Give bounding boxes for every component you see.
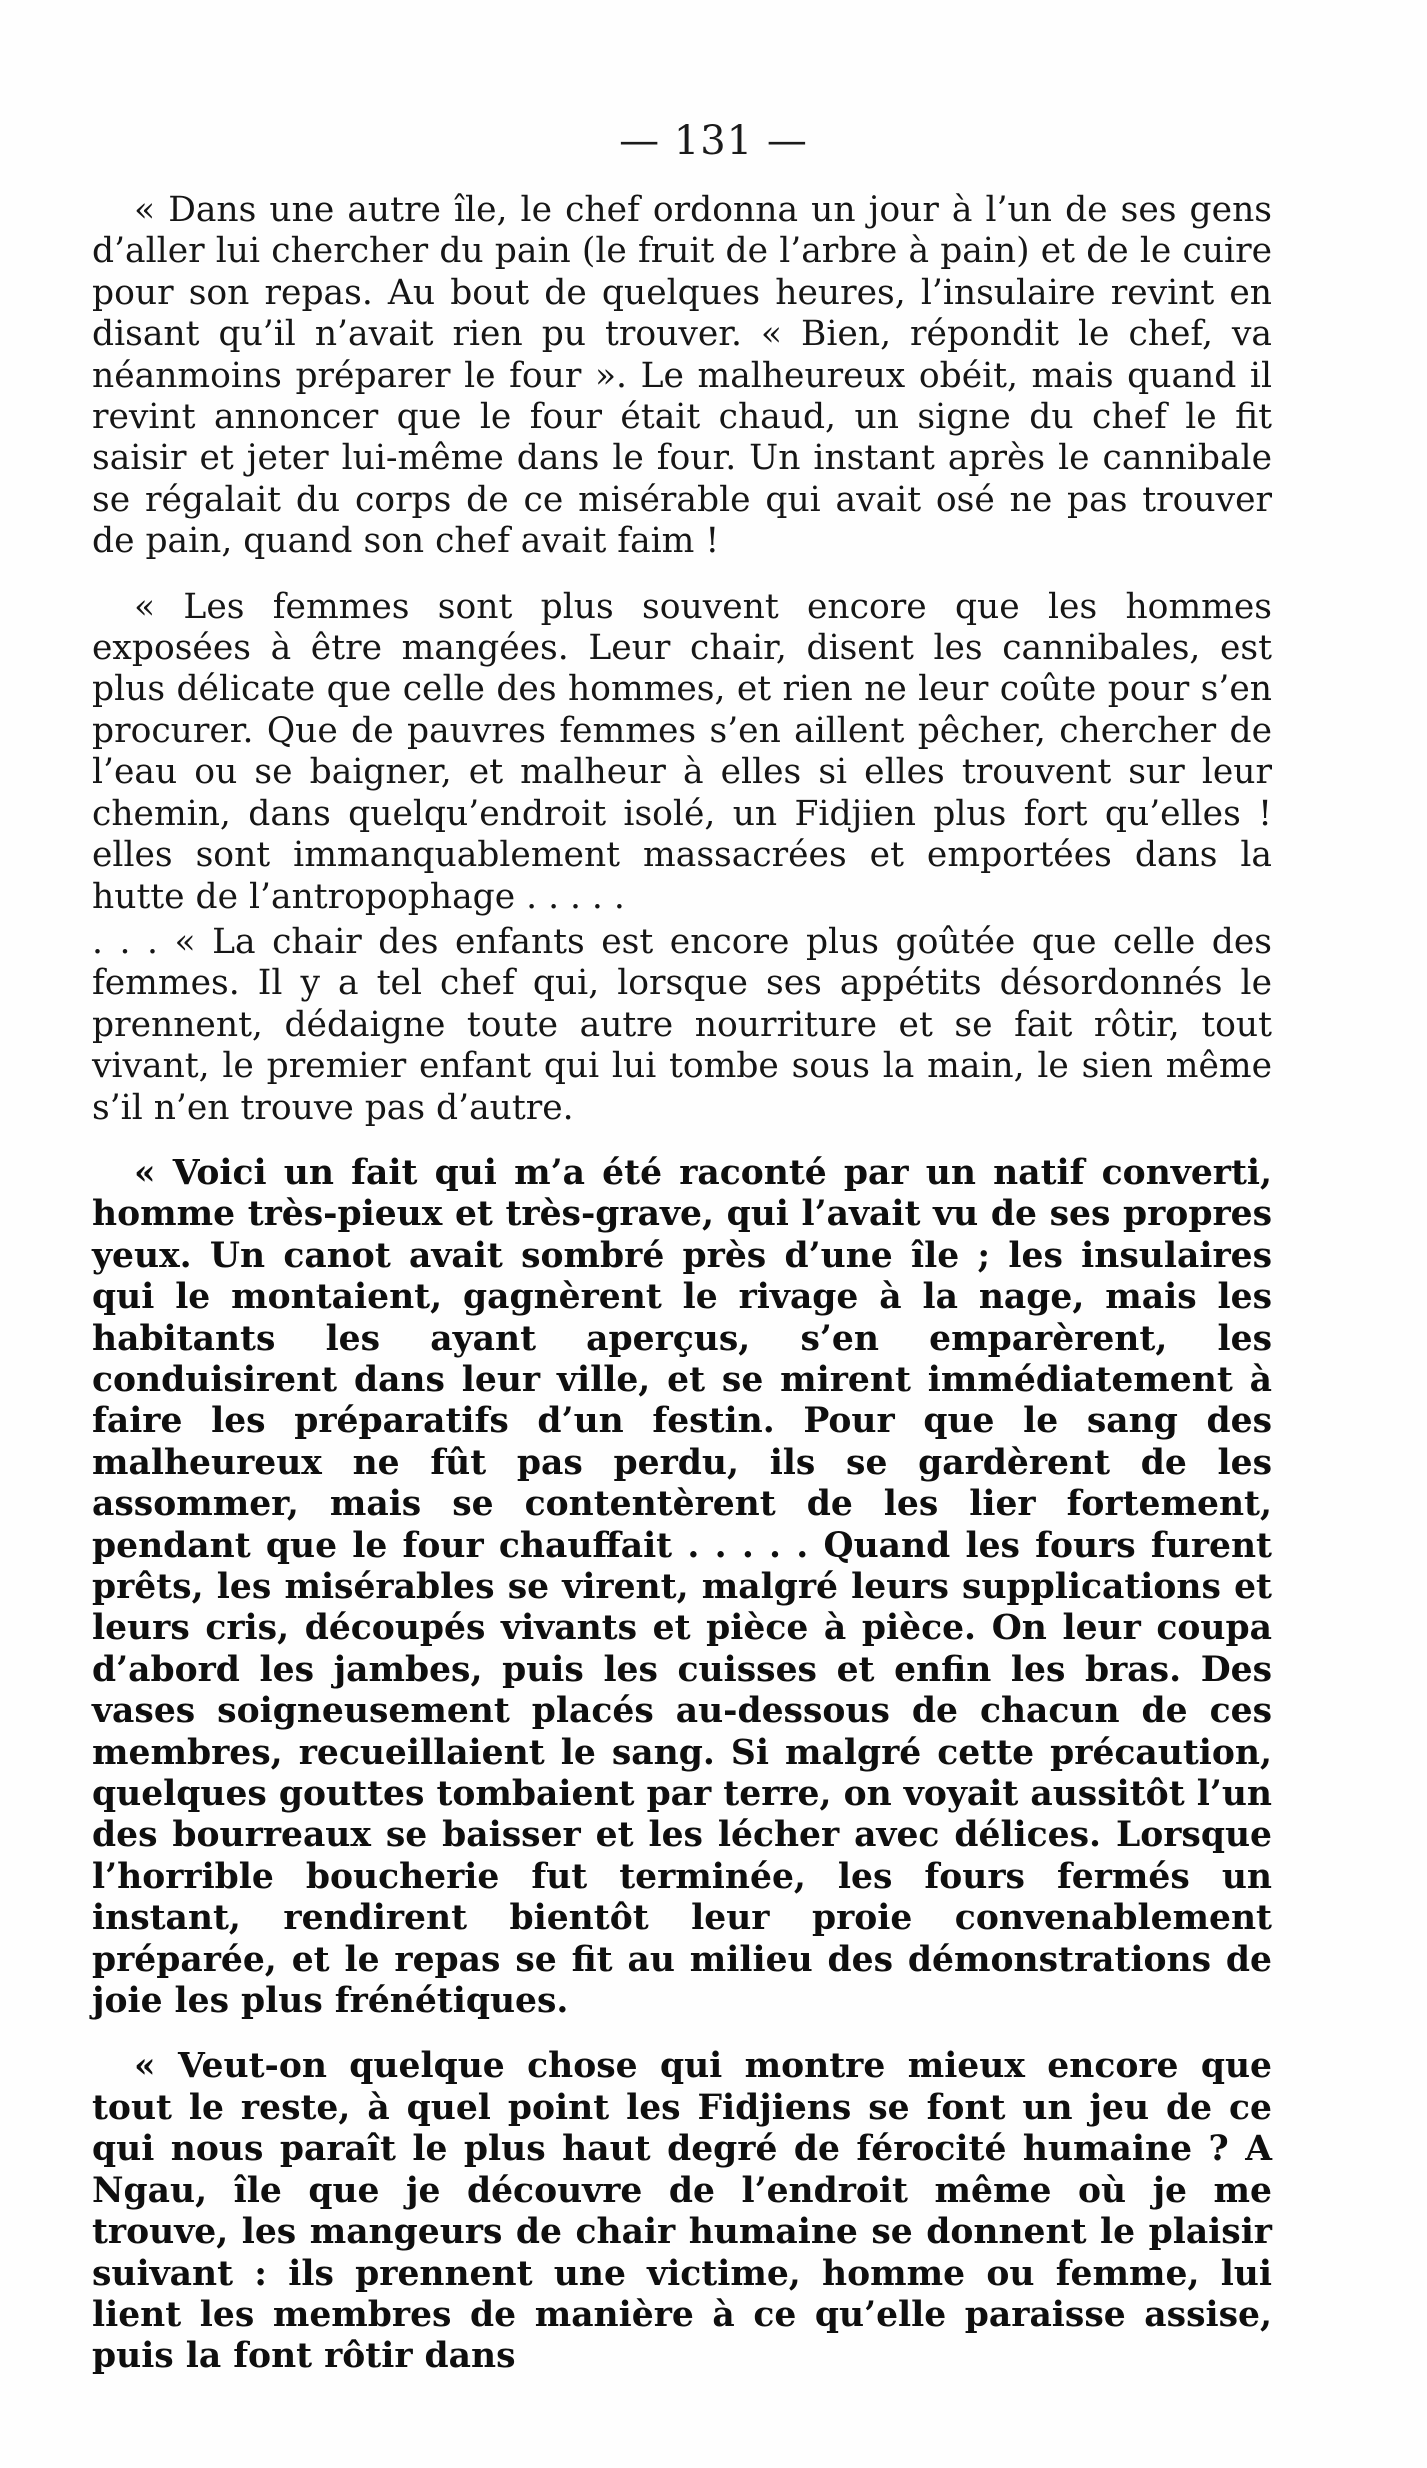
paragraph-5: « Veut-on quelque chose qui montre mieux encore que tout le reste, à quel point les Fidjiens se font un jeu de ce qui nous paraît le plus haut degré de férocité humaine ? A Ngau, île que je découvre de l’endroit même où je me trouve, les mangeurs de chair humaine se donnent le plaisir suivant : ils prennent une victime, homme ou femme, lui lient les membres de manière à ce qu’elle paraisse assise, puis la font rôtir dans [92,2046,1272,2377]
page-number: — 131 — [619,118,808,164]
body-text [92,190,1272,2402]
paragraph-4: « Voici un fait qui m’a été raconté par un natif converti, homme très-pieux et très-grave, qui l’avait vu de ses propres yeux. Un canot avait sombré près d’une île ; les insulaires qui le montaient, gagnèrent le rivage à la nage, mais les habitants les ayant aperçus, s’en emparèrent, les conduisirent dans leur ville, et se mirent immédiatement à faire les préparatifs d’un festin. Pour que le sang des malheureux ne fût pas perdu, ils se gardèrent de les assommer, mais se contentèrent de les lier fortement, pendant que le four chauffait . . . . . Quand les fours furent prêts, les misérables se virent, malgré leurs supplications et leurs cris, découpés vivants et pièce à pièce. On leur coupa d’abord les jambes, puis les cuisses et enfin les bras. Des vases soigneusement placés au-dessous de chacun de ces membres, recueillaient le sang. Si malgré cette précaution, quelques gouttes tombaient par terre, on voyait aussitôt l’un des bourreaux se baisser et les lécher avec délices. Lorsque l’horrible boucherie fut terminée, les fours fermés un instant, rendirent bientôt leur proie convenablement préparée, et le repas se fit au milieu des démonstrations de joie les plus frénétiques. [92,1152,1272,2022]
paragraph-3: . . . « La chair des enfants est encore plus goûtée que celle des femmes. Il y a tel chef qui, lorsque ses appétits désordonnés le prennent, dédaigne toute autre nourriture et se fait rôtir, tout vivant, le premier enfant qui lui tombe sous la main, le sien même s’il n’en trouve pas d’autre. [92,921,1272,1128]
paragraph-2: « Les femmes sont plus souvent encore que les hommes exposées à être mangées. Leur chair, disent les cannibales, est plus délicate que celle des hommes, et rien ne leur coûte pour s’en procurer. Que de pauvres femmes s’en aillent pêcher, chercher de l’eau ou se baigner, et malheur à elles si elles trouvent sur leur chemin, dans quelqu’endroit isolé, un Fidjien plus fort qu’elles ! elles sont immanquablement massacrées et emportées dans la hutte de l’antropophage . . . . . [92,586,1272,917]
paragraph-1: « Dans une autre île, le chef ordonna un jour à l’un de ses gens d’aller lui chercher du pain (le fruit de l’arbre à pain) et de le cuire pour son repas. Au bout de quelques heures, l’insulaire revint en disant qu’il n’avait rien pu trouver. « Bien, répondit le chef, va néanmoins préparer le four ». Le malheureux obéit, mais quand il revint annoncer que le four était chaud, un signe du chef le fit saisir et jeter lui-même dans le four. Un instant après le cannibale se régalait du corps de ce misérable qui avait osé ne pas trouver de pain, quand son chef avait faim ! [92,190,1272,562]
